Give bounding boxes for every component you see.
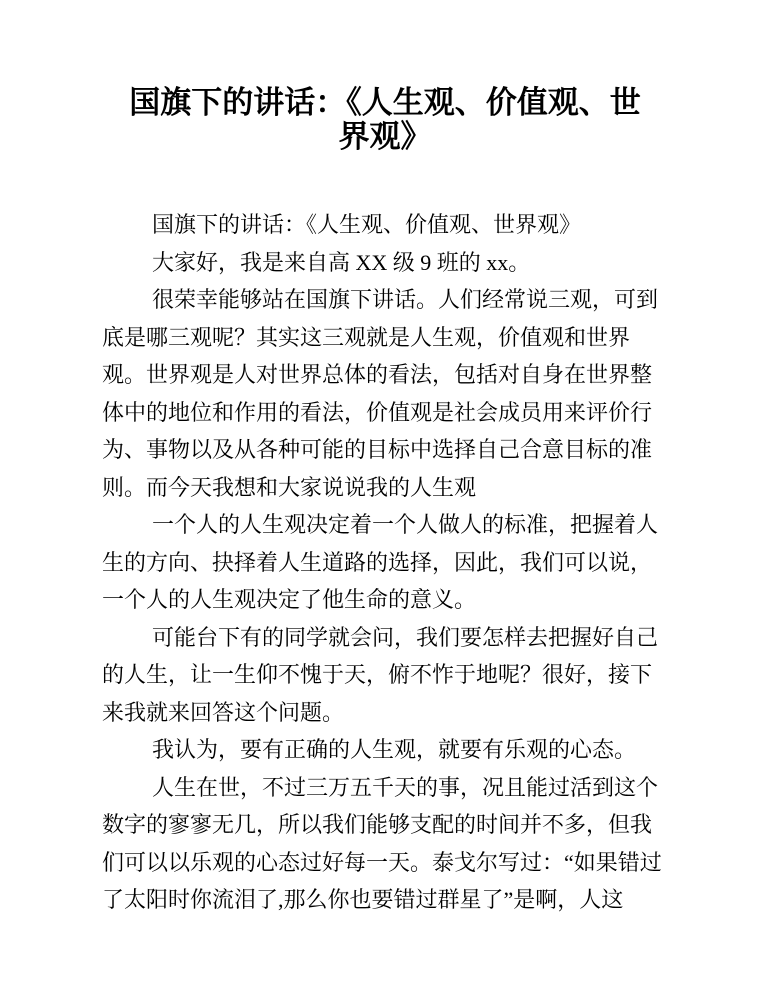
paragraph: 人生在世，不过三万五千天的事，况且能过活到这个数字的寥寥无几，所以我们能够支配的时间并不多，但我们可以以乐观的心态过好每一天。泰戈尔写过：“如果错过了太阳时你流泪了,那么你也要错过群星了”是啊，人这 [102,774,662,912]
paragraph: 国旗下的讲话：《人生观、价值观、世界观》 [152,212,582,237]
paragraph: 我认为，要有正确的人生观，就要有乐观的心态。 [152,737,637,762]
paragraph: 可能台下有的同学就会问，我们要怎样去把握好自己的人生，让一生仰不愧于天，俯不怍于地呢？很好，接下来我就来回答这个问题。 [102,624,659,725]
document-body [102,206,664,919]
paragraph: 很荣幸能够站在国旗下讲话。人们经常说三观，可到底是哪三观呢？其实这三观就是人生观，价值观和世界观。世界观是人对世界总体的看法，包括对自身在世界整体中的地位和作用的看法，价值观是社会成员用来评价行为、事物以及从各种可能的目标中选择自己合意目标的准则。而今天我想和大家说说我的人生观 [102,287,659,500]
paragraph: 大家好，我是来自高 XX 级 9 班的 xx。 [152,249,531,275]
document-title: 国旗下的讲话：《人生观、价值观、世界观》 [129,85,641,154]
paragraph: 一个人的人生观决定着一个人做人的标准，把握着人生的方向、抉择着人生道路的选择，因此，我们可以说，一个人的人生观决定了他生命的意义。 [102,512,659,612]
